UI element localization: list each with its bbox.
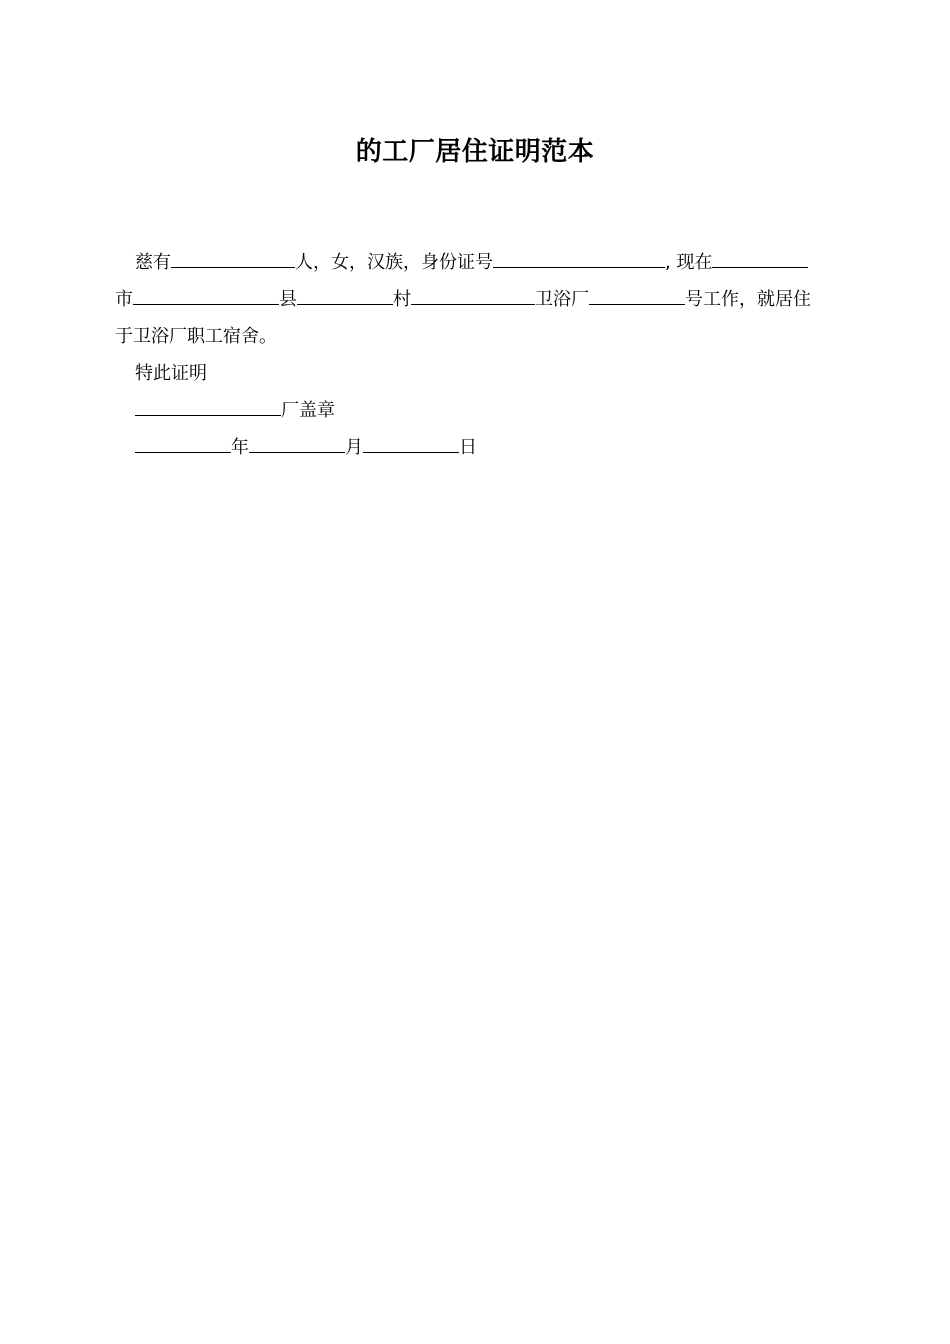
certify-line <box>115 355 837 392</box>
blank-factory-name[interactable] <box>135 392 281 416</box>
blank-month[interactable] <box>249 429 345 453</box>
seal-label: 厂盖章 <box>281 400 335 421</box>
text-segment: 卫浴厂 <box>535 289 589 310</box>
paragraph-line-2 <box>115 281 837 318</box>
blank-number[interactable] <box>589 281 685 305</box>
text-segment: 慈有 <box>135 252 171 273</box>
text-segment: 市 <box>115 289 133 310</box>
text-segment: 县 <box>279 289 297 310</box>
blank-city[interactable] <box>133 281 279 305</box>
blank-year[interactable] <box>135 429 231 453</box>
document-body <box>115 244 837 466</box>
blank-count[interactable] <box>171 244 295 268</box>
text-segment: 于卫浴厂职工宿舍。 <box>115 326 277 347</box>
date-line <box>115 429 837 466</box>
blank-county[interactable] <box>297 281 393 305</box>
blank-city-now[interactable] <box>712 244 808 268</box>
day-label: 日 <box>459 437 477 458</box>
text-segment: 人，女，汉族，身份证号 <box>295 252 493 273</box>
text-segment: 村 <box>393 289 411 310</box>
blank-day[interactable] <box>363 429 459 453</box>
text-segment: , 现在 <box>665 252 713 273</box>
certify-text: 特此证明 <box>135 363 207 384</box>
blank-id-number[interactable] <box>493 244 665 268</box>
text-segment: 号工作，就居住 <box>685 289 811 310</box>
document-title: 的工厂居住证明范本 <box>355 137 595 167</box>
seal-line <box>115 392 837 429</box>
paragraph-line-1 <box>115 244 837 281</box>
year-label: 年 <box>231 437 249 458</box>
month-label: 月 <box>345 437 363 458</box>
blank-village[interactable] <box>411 281 535 305</box>
paragraph-line-3 <box>115 318 837 355</box>
